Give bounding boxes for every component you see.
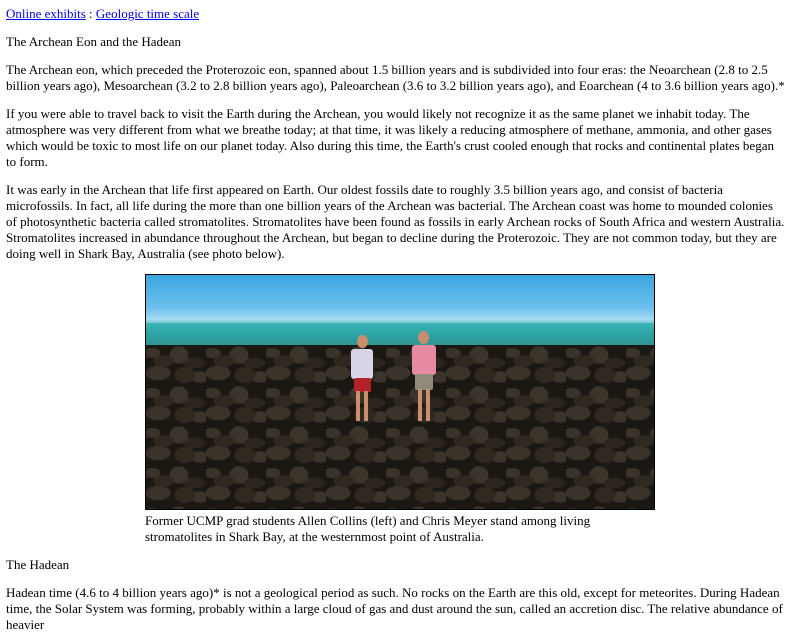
paragraph-eras: The Archean eon, which preceded the Proterozoic eon, spanned about 1.5 billion years and is subdivided into four eras: the Neoarchean (2.8 to 2.5 billion years ago), Mesoarchean (3.2 to 2.8 billion years ago), Paleoarchean (3.6 to 3.2 billion years ago), and Eoarchean (4 to 3.6 billion years ago).* [6, 62, 785, 93]
stromatolite-photo [145, 274, 655, 510]
page-title: The Archean Eon and the Hadean [6, 34, 182, 49]
paragraph-life: It was early in the Archean that life first appeared on Earth. Our oldest fossils date to roughly 3.5 billion years ago, and consist of bacteria microfossils. In fact, all life during the more than one billion years of the Archean was bacterial. The Archean coast was home to mounded colonies of photosynthetic bacteria called stromatolites. Stromatolites have been found as fossils in early Archean rocks of South Africa and western Australia. Stromatolites increased in abundance throughout the Archean, but began to decline during the Proterozoic. They are not common today, but they are doing well in Shark Bay, Australia (see photo below). [6, 182, 785, 261]
breadcrumb-separator: : [89, 6, 93, 21]
photo-stromatolites [146, 345, 654, 509]
online-exhibits-link[interactable]: Online exhibits [6, 6, 86, 21]
hadean-heading: The Hadean [6, 557, 70, 572]
figure-caption: Former UCMP grad students Allen Collins (left) and Chris Meyer stand among living stromatolites in Shark Bay, at the westernmost point of Australia. [145, 513, 591, 544]
geologic-time-scale-link[interactable]: Geologic time scale [95, 6, 200, 21]
breadcrumb [6, 6, 786, 22]
stromatolite-figure [145, 274, 655, 545]
paragraph-hadean: Hadean time (4.6 to 4 billion years ago)* is not a geological period as such. No rocks on the Earth are this old, except for meteorites. During Hadean time, the Solar System was forming, probably within a large cloud of gas and dust around the sun, called an accretion disc. The relative abundance of heavier [6, 585, 783, 632]
paragraph-atmosphere: If you were able to travel back to visit the Earth during the Archean, you would likely not recognize it as the same planet we inhabit today. The atmosphere was very different from what we breathe today; at that time, it was likely a reducing atmosphere of methane, ammonia, and other gases which would be toxic to most life on our planet today. Also during this time, the Earth's crust cooled enough that rocks and continental plates began to form. [6, 106, 774, 169]
